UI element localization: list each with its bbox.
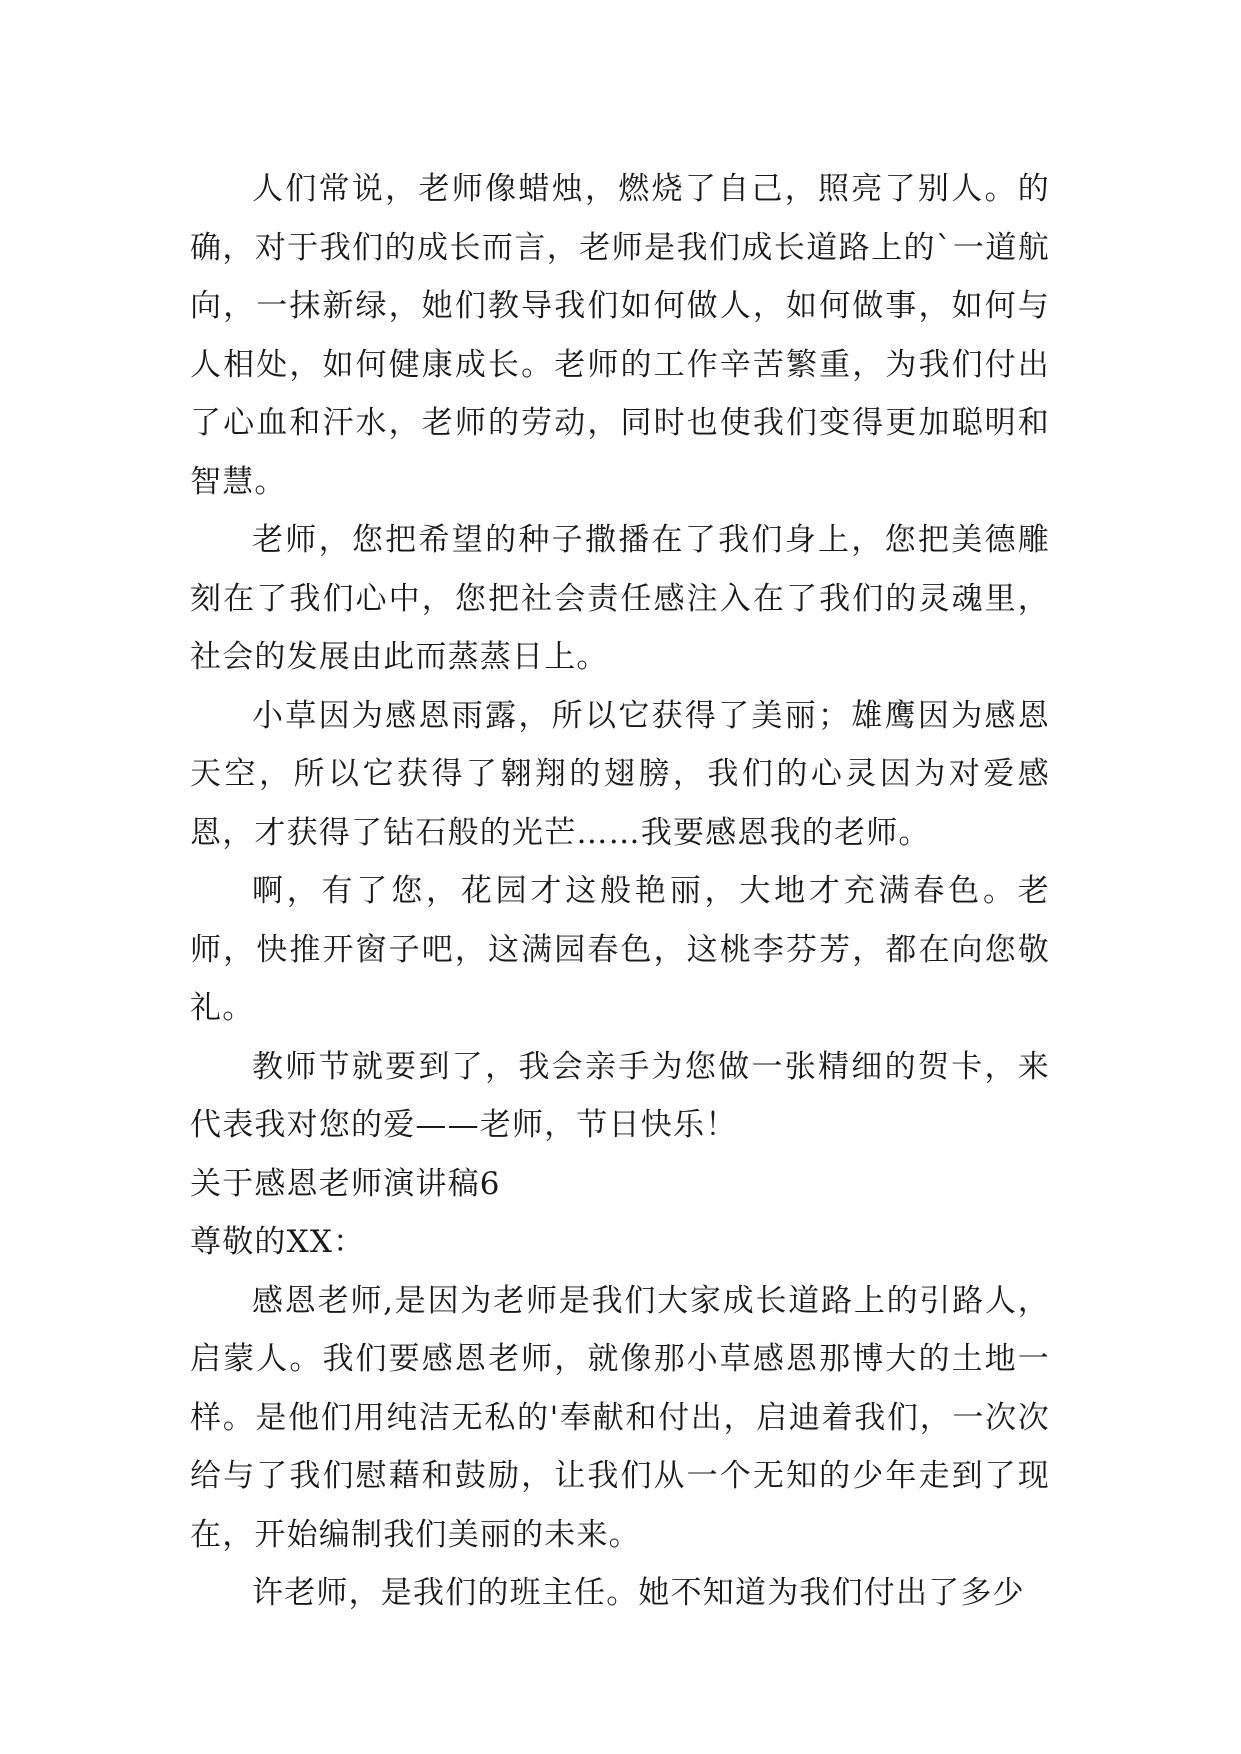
document-body xyxy=(190,160,1050,1623)
paragraph: 许老师，是我们的班主任。她不知道为我们付出了多少 xyxy=(252,1575,1025,1611)
paragraph: 小草因为感恩雨露，所以它获得了美丽；雄鹰因为感恩天空，所以它获得了翱翔的翅膀，我们的心灵因为对爱感恩，才获得了钻石般的光芒……我要感恩我的老师。 xyxy=(190,697,1050,851)
paragraph: 感恩老师,是因为老师是我们大家成长道路上的引路人，启蒙人。我们要感恩老师，就像那小草感恩那博大的土地一样。是他们用纯洁无私的'奉献和付出，启迪着我们，一次次给与了我们慰藉和鼓励，让我们从一个无知的少年走到了现在，开始编制我们美丽的未来。 xyxy=(190,1282,1050,1553)
section-title: 关于感恩老师演讲稿6 xyxy=(190,1165,501,1202)
paragraph: 教师节就要到了，我会亲手为您做一张精细的贺卡，来代表我对您的爱——老师，节日快乐！ xyxy=(190,1048,1050,1143)
salutation: 尊敬的XX： xyxy=(190,1224,366,1260)
paragraph: 啊，有了您，花园才这般艳丽，大地才充满春色。老师，快推开窗子吧，这满园春色，这桃李芬芳，都在向您敬礼。 xyxy=(190,873,1050,1026)
paragraph: 老师，您把希望的种子撒播在了我们身上，您把美德雕刻在了我们心中，您把社会责任感注入在了我们的灵魂里，社会的发展由此而蒸蒸日上。 xyxy=(190,522,1050,675)
paragraph: 人们常说，老师像蜡烛，燃烧了自己，照亮了别人。的确，对于我们的成长而言，老师是我们成长道路上的`一道航向，一抹新绿，她们教导我们如何做人，如何做事，如何与人相处，如何健康成长。老师的工作辛苦繁重，为我们付出了心血和汗水，老师的劳动，同时也使我们变得更加聪明和智慧。 xyxy=(190,171,1050,500)
